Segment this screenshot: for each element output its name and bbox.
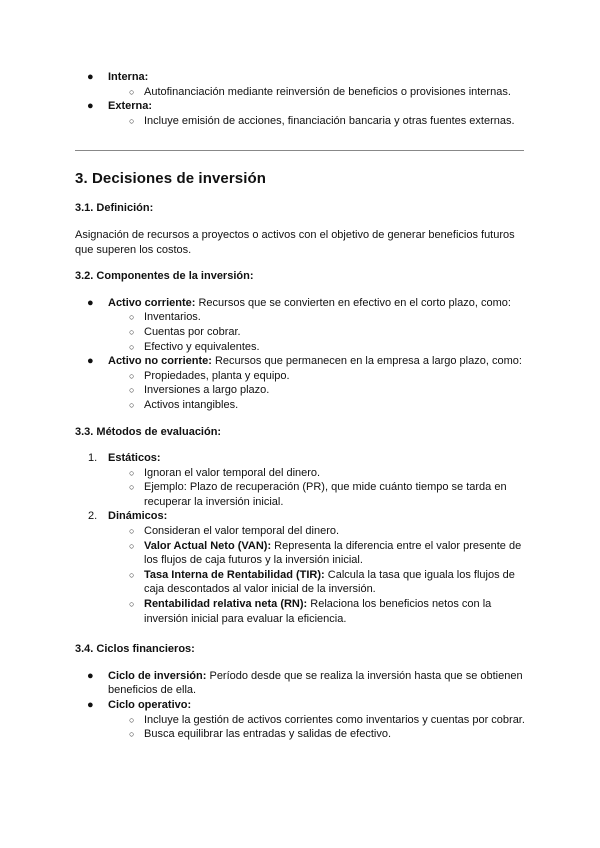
list-item-label: Interna: xyxy=(108,71,149,83)
list-item xyxy=(75,698,535,742)
list-item xyxy=(75,296,535,354)
list-item-text: Período desde que se realiza la inversión hasta que se obtienen beneficios de ella. xyxy=(108,669,523,697)
list-item-label: Dinámicos: xyxy=(108,510,168,523)
sub-list-item xyxy=(75,340,535,355)
list-item-label: Activo no corriente: xyxy=(108,355,212,368)
circle-bullet-icon: ○ xyxy=(129,540,135,551)
circle-bullet-icon: ○ xyxy=(129,729,135,740)
list-item-text: Recursos que se convierten en efectivo en el corto plazo, como: xyxy=(195,296,511,309)
bullet-icon: ● xyxy=(87,100,94,113)
circle-bullet-icon: ○ xyxy=(129,115,135,126)
horizontal-divider xyxy=(75,150,524,151)
circle-bullet-icon: ○ xyxy=(129,599,135,610)
bullet-icon: ● xyxy=(87,355,94,368)
sub-item-text: Relaciona los beneficios netos con la inversión inicial para evaluar la eficiencia. xyxy=(144,598,492,625)
list-item-label: Estáticos: xyxy=(108,452,161,465)
list-number: 1. xyxy=(88,452,98,465)
sub-item-label: Valor Actual Neto (VAN): xyxy=(144,539,272,552)
circle-bullet-icon: ○ xyxy=(129,569,135,580)
circle-bullet-icon: ○ xyxy=(129,341,135,352)
sub-item-text: Ejemplo: Plazo de recuperación (PR), que mide cuánto tiempo se tarda en recuperar la inversión inicial. xyxy=(144,481,507,508)
circle-bullet-icon: ○ xyxy=(129,526,135,537)
components-list xyxy=(75,296,535,413)
sub-item-text: Inventarios. xyxy=(144,311,201,324)
list-item-label: Ciclo operativo: xyxy=(108,699,192,711)
circle-bullet-icon: ○ xyxy=(129,399,135,410)
list-number: 2. xyxy=(88,510,98,523)
definition-paragraph: Asignación de recursos a proyectos o activos con el objetivo de generar beneficios futuros que superen los costos. xyxy=(75,228,515,256)
sub-list-item xyxy=(75,466,535,481)
subsection-title-definicion: 3.1. Definición: xyxy=(75,202,154,215)
sub-item-text: Propiedades, planta y equipo. xyxy=(144,369,290,382)
sub-list-item xyxy=(75,114,535,129)
list-item xyxy=(75,354,535,412)
sub-list-item xyxy=(75,568,535,597)
circle-bullet-icon: ○ xyxy=(129,326,135,337)
sub-list-item xyxy=(75,325,535,340)
bullet-icon: ● xyxy=(87,296,94,309)
circle-bullet-icon: ○ xyxy=(129,467,135,478)
sub-item-text: Consideran el valor temporal del dinero. xyxy=(144,525,340,538)
sub-item-text: Cuentas por cobrar. xyxy=(144,325,241,338)
sub-list-item xyxy=(75,480,535,509)
section-title: 3. Decisiones de inversión xyxy=(75,170,267,188)
list-item-label: Ciclo de inversión: xyxy=(108,669,207,682)
subsection-title-ciclos: 3.4. Ciclos financieros: xyxy=(75,643,195,656)
list-item xyxy=(75,509,535,626)
bullet-icon: ● xyxy=(87,71,94,83)
sub-item-text: Activos intangibles. xyxy=(144,398,239,411)
list-item-label: Externa: xyxy=(108,100,153,113)
circle-bullet-icon: ○ xyxy=(129,86,135,97)
sub-item-label: Tasa Interna de Rentabilidad (TIR): xyxy=(144,568,325,581)
sub-list-item xyxy=(75,310,535,325)
evaluation-methods-list xyxy=(75,451,535,626)
circle-bullet-icon: ○ xyxy=(129,385,135,396)
sub-item-text: Autofinanciación mediante reinversión de beneficios o provisiones internas. xyxy=(144,85,511,98)
circle-bullet-icon: ○ xyxy=(129,312,135,323)
sub-item-text: Busca equilibrar las entradas y salidas de efectivo. xyxy=(144,728,392,741)
sub-item-text: Incluye emisión de acciones, financiación bancaria y otras fuentes externas. xyxy=(144,114,515,127)
financing-source-list xyxy=(75,70,535,128)
sub-list-item xyxy=(75,383,535,398)
sub-item-label: Rentabilidad relativa neta (RN): xyxy=(144,598,308,611)
sub-list-item xyxy=(75,727,535,742)
list-item-text: Recursos que permanecen en la empresa a largo plazo, como: xyxy=(211,355,522,368)
document-content xyxy=(75,70,535,742)
sub-item-text: Inversiones a largo plazo. xyxy=(144,384,270,397)
list-item xyxy=(75,70,535,99)
sub-list-item xyxy=(75,85,535,100)
circle-bullet-icon: ○ xyxy=(129,714,135,725)
sub-item-text: Incluye la gestión de activos corrientes como inventarios y cuentas por cobrar. xyxy=(144,713,525,726)
sub-item-text: Efectivo y equivalentes. xyxy=(144,340,260,353)
sub-list-item xyxy=(75,539,535,568)
sub-list-item xyxy=(75,597,535,626)
list-item xyxy=(75,99,535,128)
circle-bullet-icon: ○ xyxy=(129,370,135,381)
bullet-icon: ● xyxy=(87,699,94,711)
sub-list-item xyxy=(75,524,535,539)
bullet-icon: ● xyxy=(87,669,94,682)
sub-item-text: Representa la diferencia entre el valor presente de los flujos de caja futuros y la inversión inicial. xyxy=(144,539,522,567)
sub-item-text: Calcula la tasa que iguala los flujos de caja descontados al valor inicial de la inversión. xyxy=(144,568,515,596)
list-item xyxy=(75,669,535,698)
sub-list-item xyxy=(75,398,535,413)
financial-cycles-list xyxy=(75,669,535,742)
list-item-label: Activo corriente: xyxy=(108,296,196,309)
sub-list-item xyxy=(75,369,535,384)
sub-list-item xyxy=(75,713,535,728)
subsection-title-metodos: 3.3. Métodos de evaluación: xyxy=(75,425,222,438)
list-item xyxy=(75,451,535,509)
subsection-title-componentes: 3.2. Componentes de la inversión: xyxy=(75,270,254,283)
sub-item-text: Ignoran el valor temporal del dinero. xyxy=(144,466,321,479)
circle-bullet-icon: ○ xyxy=(129,482,135,493)
